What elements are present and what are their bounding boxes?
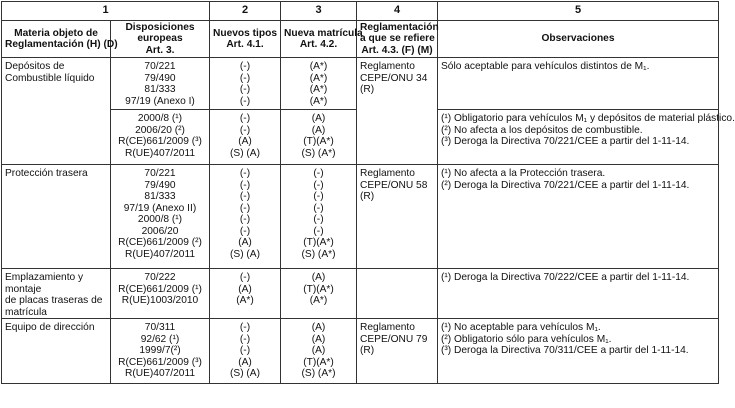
observacion-text: (¹) Obligatorio para vehículos M₁ y depósitos de material plástico.	[441, 113, 735, 124]
nueva-matricula-value: (S) (A*)	[301, 368, 336, 379]
header-line: europeas	[137, 33, 183, 45]
disposicion-value: 1999/7(²)	[139, 345, 181, 356]
nuevos-tipos-cell	[210, 165, 281, 269]
observacion-text: (³) Deroga la Directiva 70/221/CEE a partir del 1-11-14.	[441, 136, 690, 147]
nuevos-tipos-value: (-)	[239, 272, 251, 283]
subject-line: Depósitos de	[5, 61, 65, 72]
header-line: Art. 4.1.	[226, 39, 264, 50]
reglamento-line: CEPE/ONU 34	[360, 72, 428, 84]
disposicion-value: R(UE)407/2011	[124, 368, 196, 379]
nueva-matricula-cell	[281, 319, 357, 384]
disposicion-value: 97/19 (Anexo II)	[123, 202, 197, 214]
reglamento-line: Reglamento	[360, 61, 415, 72]
nueva-matricula-value: (T)(A*)	[303, 136, 334, 147]
nueva-matricula-value: (A*)	[309, 72, 328, 84]
nuevos-tipos-value: (-)	[239, 225, 251, 237]
nuevos-tipos-value: (-)	[239, 191, 251, 202]
column-number-2: 2	[210, 2, 281, 21]
nueva-matricula-cell	[281, 58, 357, 110]
nueva-matricula-value: (A)	[311, 113, 326, 124]
nuevos-tipos-value: (A)	[238, 237, 252, 248]
nueva-matricula-value: (-)	[313, 225, 324, 237]
disposicion-value: 2006/20	[141, 225, 179, 237]
nueva-matricula-value: (A)	[311, 345, 326, 356]
nueva-matricula-value: (-)	[313, 179, 324, 191]
table-row	[2, 58, 719, 110]
disposicion-value: 70/222	[144, 272, 176, 283]
subject-cell	[2, 269, 111, 319]
header-line: Art. 4.3. (F) (M)	[361, 44, 433, 56]
observacion-text: (¹) No aceptable para vehículos M₁.	[441, 322, 601, 333]
subject-line: de placas traseras de	[5, 295, 103, 306]
subject-cell	[2, 319, 111, 384]
reglamento-line: (R)	[360, 191, 375, 202]
disposicion-value: 81/333	[144, 191, 176, 202]
nuevos-tipos-cell	[210, 269, 281, 319]
disposicion-value: 2000/8 (¹)	[137, 113, 183, 124]
nueva-matricula-value: (-)	[313, 202, 324, 214]
nuevos-tipos-cell	[210, 319, 281, 384]
nuevos-tipos-value: (S) (A)	[230, 368, 260, 379]
nuevos-tipos-cell	[210, 110, 281, 165]
header-nueva-matricula	[281, 21, 363, 58]
header-line: Nueva matrícula	[284, 27, 363, 39]
table-row	[2, 319, 719, 384]
nueva-matricula-value: (A)	[311, 272, 326, 283]
nuevos-tipos-value: (S) (A)	[230, 147, 260, 159]
column-number-3: 3	[281, 2, 357, 21]
column-number-5: 5	[438, 2, 719, 21]
nuevos-tipos-value: (-)	[239, 345, 251, 356]
disposiciones-cell	[111, 319, 210, 384]
reglamento-line: CEPE/ONU 79	[360, 333, 428, 345]
nuevos-tipos-value: (-)	[239, 95, 251, 107]
reglamento-cell	[357, 58, 438, 165]
nueva-matricula-value: (A*)	[309, 84, 328, 95]
nueva-matricula-value: (S) (A*)	[301, 248, 336, 260]
reglamento-cell	[357, 269, 438, 319]
nuevos-tipos-value: (-)	[239, 202, 251, 214]
nueva-matricula-value: (T)(A*)	[303, 283, 334, 295]
header-line: Materia objeto de	[14, 27, 98, 39]
disposicion-value: 2006/20 (²)	[135, 124, 185, 136]
observacion-text: (³) Deroga la Directiva 70/311/CEE a partir del 1-11-14.	[441, 345, 689, 356]
table-row	[2, 165, 719, 269]
nuevos-tipos-value: (-)	[239, 124, 251, 136]
table-row	[2, 269, 719, 319]
nuevos-tipos-value: (-)	[239, 179, 251, 191]
nueva-matricula-value: (A*)	[309, 61, 328, 72]
reglamento-line: Reglamento	[360, 168, 415, 179]
disposicion-value: R(CE)661/2009 (³)	[118, 356, 202, 368]
observacion-text: (²) No afecta a los depósitos de combustible.	[441, 124, 643, 136]
observacion-text: Sólo aceptable para vehículos distintos de M₁.	[441, 61, 650, 72]
nueva-matricula-value: (T)(A*)	[303, 237, 334, 248]
column-number-row	[2, 2, 719, 21]
nuevos-tipos-value: (A*)	[236, 295, 254, 306]
header-line: Reglamentación	[360, 21, 439, 33]
nuevos-tipos-value: (-)	[239, 168, 251, 179]
reglamento-line: CEPE/ONU 58	[360, 179, 428, 191]
nueva-matricula-value: (A*)	[309, 295, 328, 306]
disposicion-value: R(UE)407/2011	[124, 147, 196, 159]
nueva-matricula-value: (A*)	[309, 95, 328, 107]
header-line: Art. 4.2.	[299, 39, 338, 50]
disposiciones-cell	[111, 58, 210, 110]
subject-line: matrícula	[5, 306, 47, 318]
disposiciones-cell	[111, 269, 210, 319]
observaciones-cell	[438, 319, 719, 384]
observaciones-cell	[438, 165, 719, 269]
observacion-text: (²) Deroga la Directiva 70/221/CEE a partir del 1-11-14.	[441, 179, 690, 191]
observaciones-cell	[438, 58, 719, 110]
nuevos-tipos-value: (-)	[239, 72, 251, 84]
observacion-text: (²) Obligatorio sólo para vehículos M₁.	[441, 333, 612, 345]
nuevos-tipos-value: (-)	[239, 214, 251, 225]
header-materia	[2, 21, 118, 58]
observacion-text: (¹) Deroga la Directiva 70/222/CEE a partir del 1-11-14.	[441, 272, 690, 283]
disposicion-value: 70/221	[144, 168, 176, 179]
nueva-matricula-value: (A)	[311, 322, 326, 333]
reglamento-line: (R)	[360, 84, 375, 95]
header-reglamentacion	[357, 21, 438, 58]
header-nuevos-tipos	[210, 21, 281, 58]
reglamento-cell	[357, 165, 438, 269]
disposiciones-cell	[111, 110, 210, 165]
header-line: Art. 3.	[145, 44, 175, 56]
disposicion-value: R(UE)1003/2010	[121, 295, 199, 306]
nuevos-tipos-cell	[210, 58, 281, 110]
disposicion-value: 79/490	[144, 72, 176, 84]
nuevos-tipos-value: (A)	[238, 136, 252, 147]
subject-cell	[2, 58, 111, 165]
disposicion-value: R(CE)661/2009 (³)	[118, 136, 202, 147]
column-number-4: 4	[357, 2, 438, 21]
nueva-matricula-value: (A)	[311, 333, 326, 345]
disposicion-value: 2000/8 (¹)	[137, 214, 183, 225]
subject-line: Equipo de dirección	[5, 322, 95, 333]
disposicion-value: 70/221	[144, 61, 176, 72]
nueva-matricula-value: (-)	[313, 168, 324, 179]
header-line: Nuevos tipos	[213, 27, 277, 39]
disposicion-value: R(UE)407/2011	[124, 248, 196, 260]
subject-line: Combustible líquido	[5, 72, 95, 84]
subject-cell	[2, 165, 111, 269]
disposicion-value: 79/490	[144, 179, 176, 191]
reglamento-cell	[357, 319, 438, 384]
disposicion-value: 97/19 (Anexo I)	[125, 95, 195, 107]
observacion-text: (¹) No afecta a la Protección trasera.	[441, 168, 606, 179]
nueva-matricula-cell	[281, 269, 357, 319]
disposicion-value: R(CE)661/2009 (¹)	[118, 283, 202, 295]
header-line: a que se refiere	[360, 33, 435, 45]
nueva-matricula-value: (-)	[313, 214, 324, 225]
nuevos-tipos-value: (S) (A)	[230, 248, 260, 260]
nuevos-tipos-value: (-)	[239, 84, 251, 95]
disposiciones-cell	[111, 165, 210, 269]
disposicion-value: 70/311	[144, 322, 176, 333]
nuevos-tipos-value: (A)	[238, 283, 252, 295]
disposicion-value: R(CE)661/2009 (²)	[118, 237, 202, 248]
subject-line: Protección trasera	[5, 168, 88, 179]
nuevos-tipos-value: (-)	[239, 61, 251, 72]
header-observaciones	[438, 21, 719, 58]
disposicion-value: 92/62 (¹)	[140, 333, 180, 345]
reglamento-line: (R)	[360, 345, 375, 356]
nueva-matricula-value: (A)	[311, 124, 326, 136]
nuevos-tipos-value: (-)	[239, 333, 251, 345]
column-number-1: 1	[2, 2, 210, 21]
header-line: Observaciones	[541, 33, 615, 45]
nueva-matricula-value: (S) (A*)	[301, 147, 336, 159]
nuevos-tipos-value: (-)	[239, 322, 251, 333]
nuevos-tipos-value: (A)	[238, 356, 252, 368]
nueva-matricula-value: (-)	[313, 191, 324, 202]
header-row	[2, 21, 719, 58]
nueva-matricula-cell	[281, 165, 357, 269]
disposicion-value: 81/333	[144, 84, 176, 95]
subject-line: Emplazamiento y montaje	[5, 272, 84, 295]
nueva-matricula-cell	[281, 110, 357, 165]
header-line: Disposiciones	[125, 21, 195, 33]
regulation-table	[1, 1, 735, 384]
header-line: Reglamentación (H) (D)	[5, 39, 118, 50]
reglamento-line: Reglamento	[360, 322, 415, 333]
observaciones-cell	[438, 269, 719, 319]
observaciones-cell	[438, 110, 735, 165]
header-disposiciones	[111, 21, 210, 58]
nuevos-tipos-value: (-)	[239, 113, 251, 124]
nueva-matricula-value: (T)(A*)	[303, 356, 334, 368]
